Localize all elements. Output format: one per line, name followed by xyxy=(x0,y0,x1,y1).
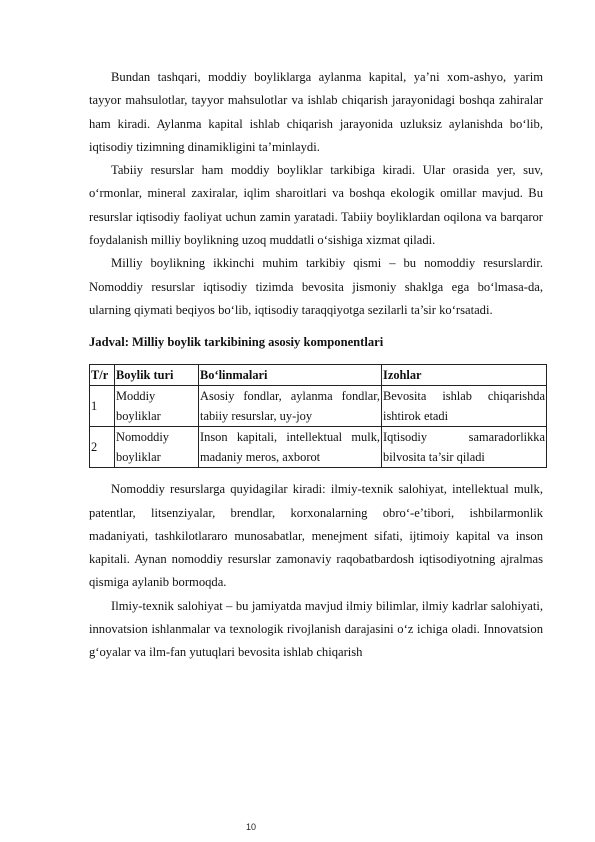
paragraph-natural-resources: Tabiiy resurslar ham moddiy boyliklar tarkibiga kiradi. Ular orasida yer, suv, o‘rmonlar, mineral zaxiralar, iqlim sharoitlari va boshqa ekologik omillar mavjud. Bu resurslar iqtisodiy faoliyat uchun zamin yaratadi. Tabiiy boyliklardan oqilona va barqaror foydalanish milliy boylikning uzoq muddatli o‘sishiga xizmat qiladi. xyxy=(89,163,543,248)
wealth-components-table xyxy=(89,364,547,468)
post-table-text xyxy=(89,478,543,664)
cell-wealth-type: Moddiy boyliklar xyxy=(115,386,199,427)
page-content xyxy=(89,66,543,665)
header-wealth-type: Boylik turi xyxy=(115,365,199,386)
paragraph-scientific-potential: Ilmiy-texnik salohiyat – bu jamiyatda mavjud ilmiy bilimlar, ilmiy kadrlar salohiyati, innovatsion ishlanmalar va texnologik rivojlanish darajasini o‘z ichiga oladi. Innovatsion g‘oyalar va ilm-fan yutuqlari bevosita ishlab chiqarish xyxy=(89,598,543,660)
cell-notes: Iqtisodiy samaradorlikka bilvosita ta’sir qiladi xyxy=(382,427,547,468)
header-number: T/r xyxy=(90,365,115,386)
header-subdivisions: Bo‘linmalari xyxy=(199,365,382,386)
cell-number: 1 xyxy=(90,386,115,427)
header-notes: Izohlar xyxy=(382,365,547,386)
table-header-row xyxy=(90,365,547,386)
paragraph-working-capital: Bundan tashqari, moddiy boyliklarga aylanma kapital, ya’ni xom-ashyo, yarim tayyor mahsulotlar, tayyor mahsulotlar va ishlab chiqarish jarayonidagi boshqa zahiralar ham kiradi. Aylanma kapital ishlab chiqarish jarayonida uzluksiz aylanishda bo‘lib, iqtisodiy tizimning dinamikligini ta’minlaydi. xyxy=(89,70,543,154)
cell-subdivisions: Asosiy fondlar, aylanma fondlar, tabiiy resurslar, uy-joy xyxy=(199,386,382,427)
cell-subdivisions: Inson kapitali, intellektual mulk, madaniy meros, axborot xyxy=(199,427,382,468)
cell-notes: Bevosita ishlab chiqarishda ishtirok etadi xyxy=(382,386,547,427)
table-row xyxy=(90,427,547,468)
table-row xyxy=(90,386,547,427)
cell-number: 2 xyxy=(90,427,115,468)
page-number: 10 xyxy=(245,822,256,832)
cell-wealth-type: Nomoddiy boyliklar xyxy=(115,427,199,468)
paragraph-intangible-resources: Milliy boylikning ikkinchi muhim tarkibiy qismi – bu nomoddiy resurslardir. Nomoddiy resurslar iqtisodiy tizimda bevosita jismoniy shaklga ega bo‘lmasa-da, ularning qiymati beqiyos bo‘lib, iqtisodiy taraqqiyotga sezilarli ta’sir ko‘rsatadi. xyxy=(89,256,543,317)
table-caption: Jadval: Milliy boylik tarkibining asosiy komponentlari xyxy=(89,335,384,350)
paragraph-intangible-list: Nomoddiy resurslarga quyidagilar kiradi: ilmiy-texnik salohiyat, intellektual mulk, patentlar, litsenziyalar, brendlar, korxonalarning obro‘-e’tibori, ishbilarmonlik madaniyati, tashkilotlararo munosabatlar, menejment sifati, ijtimoiy kapital va inson kapitali. Aynan nomoddiy resurslar zamonaviy raqobatbardosh iqtisodiyotning ajralmas qismiga aylanib bormoqda. xyxy=(89,482,543,590)
